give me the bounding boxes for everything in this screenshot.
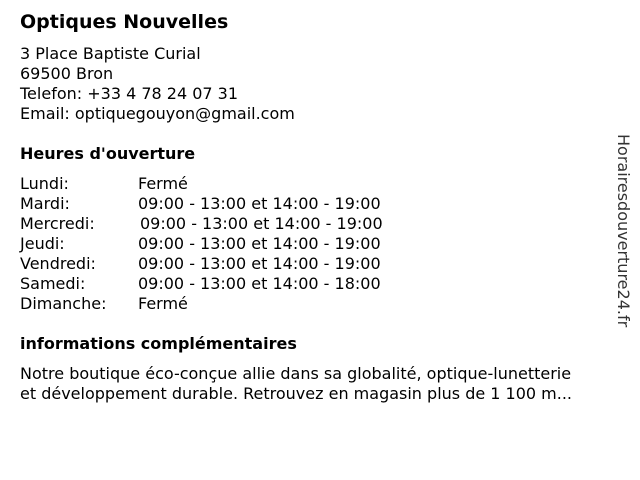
day-label: Dimanche: [20,294,107,313]
day-label: Jeudi: [20,234,65,253]
time-value: 09:00 - 13:00 et 14:00 - 19:00 [138,254,381,273]
time-value: 09:00 - 13:00 et 14:00 - 19:00 [140,214,383,233]
business-description [20,364,620,404]
address-line-city: 69500 Bron [20,64,114,83]
watermark-text: Horairesdouverture24.fr [614,134,633,328]
description-line: Notre boutique éco-conçue allie dans sa globalité, optique-lunetterie [20,364,572,383]
business-name: Optiques Nouvelles [20,11,229,33]
time-value: 09:00 - 13:00 et 14:00 - 19:00 [138,234,381,253]
day-label: Vendredi: [20,254,96,273]
day-label: Samedi: [20,274,86,293]
time-value: Fermé [138,294,188,313]
site-watermark [613,134,633,344]
email-address: Email: optiquegouyon@gmail.com [20,104,295,123]
time-value: Fermé [138,174,188,193]
day-label: Mercredi: [20,214,95,233]
hours-heading: Heures d'ouverture [20,144,196,163]
address-line-street: 3 Place Baptiste Curial [20,44,201,63]
contact-block [20,44,295,124]
phone-number: Telefon: +33 4 78 24 07 31 [20,84,239,103]
info-heading: informations complémentaires [20,334,297,353]
day-label: Mardi: [20,194,70,213]
day-label: Lundi: [20,174,69,193]
time-value: 09:00 - 13:00 et 14:00 - 19:00 [138,194,381,213]
description-line: et développement durable. Retrouvez en magasin plus de 1 100 m... [20,384,573,403]
time-value: 09:00 - 13:00 et 14:00 - 18:00 [138,274,381,293]
